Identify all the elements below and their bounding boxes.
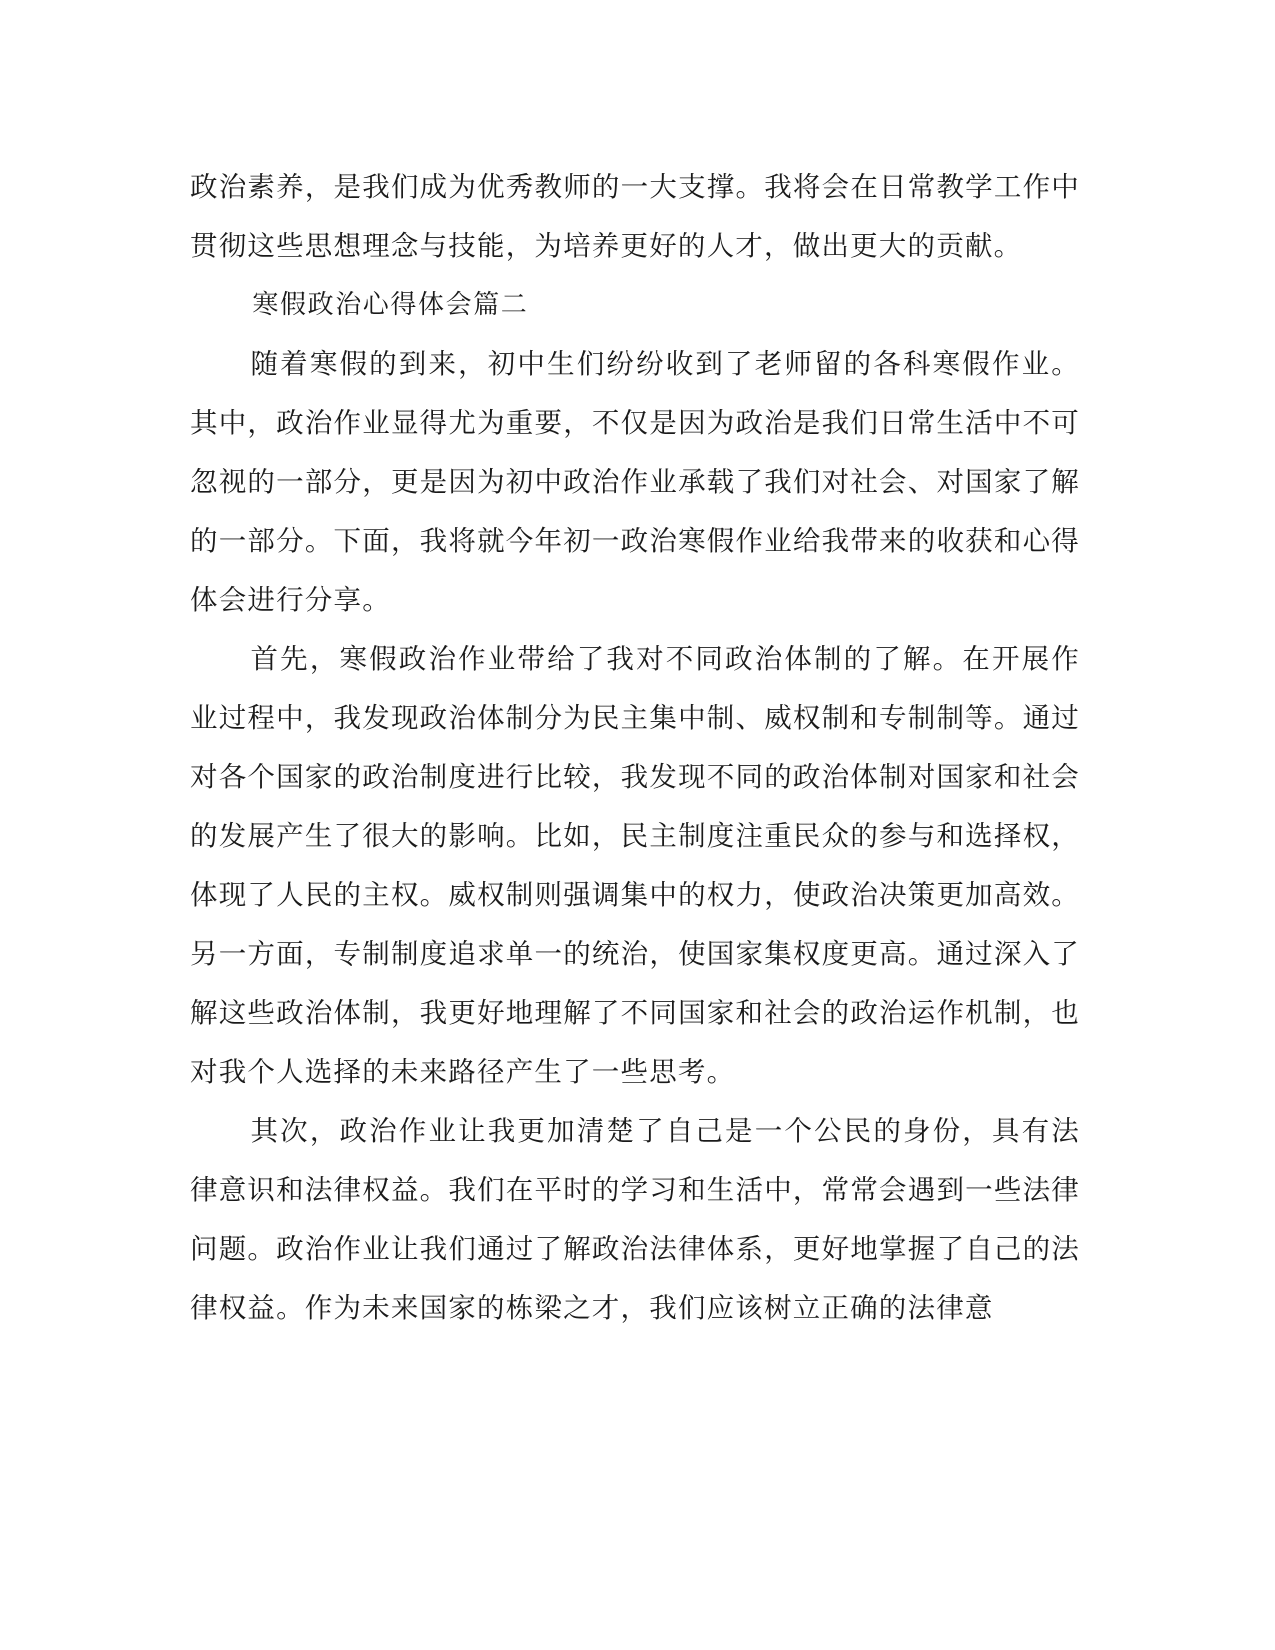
continued-paragraph: 政治素养，是我们成为优秀教师的一大支撑。我将会在日常教学工作中贯彻这些思想理念与技能，为培养更好的人才，做出更大的贡献。 [190, 171, 1080, 262]
section-heading: 寒假政治心得体会篇二 [252, 290, 529, 320]
document-body [190, 158, 1080, 1338]
paragraph-3: 其次，政治作业让我更加清楚了自己是一个公民的身份，具有法律意识和法律权益。我们在平时的学习和生活中，常常会遇到一些法律问题。政治作业让我们通过了解政治法律体系，更好地掌握了自己的法律权益。作为未来国家的栋梁之才，我们应该树立正确的法律意 [190, 1115, 1080, 1324]
paragraph-1: 随着寒假的到来，初中生们纷纷收到了老师留的各科寒假作业。其中，政治作业显得尤为重要，不仅是因为政治是我们日常生活中不可忽视的一部分，更是因为初中政治作业承载了我们对社会、对国家了解的一部分。下面，我将就今年初一政治寒假作业给我带来的收获和心得体会进行分享。 [190, 348, 1080, 616]
paragraph-2: 首先，寒假政治作业带给了我对不同政治体制的了解。在开展作业过程中，我发现政治体制分为民主集中制、威权制和专制制等。通过对各个国家的政治制度进行比较，我发现不同的政治体制对国家和社会的发展产生了很大的影响。比如，民主制度注重民众的参与和选择权，体现了人民的主权。威权制则强调集中的权力，使政治决策更加高效。另一方面，专制制度追求单一的统治，使国家集权度更高。通过深入了解这些政治体制，我更好地理解了不同国家和社会的政治运作机制，也对我个人选择的未来路径产生了一些思考。 [190, 643, 1080, 1088]
